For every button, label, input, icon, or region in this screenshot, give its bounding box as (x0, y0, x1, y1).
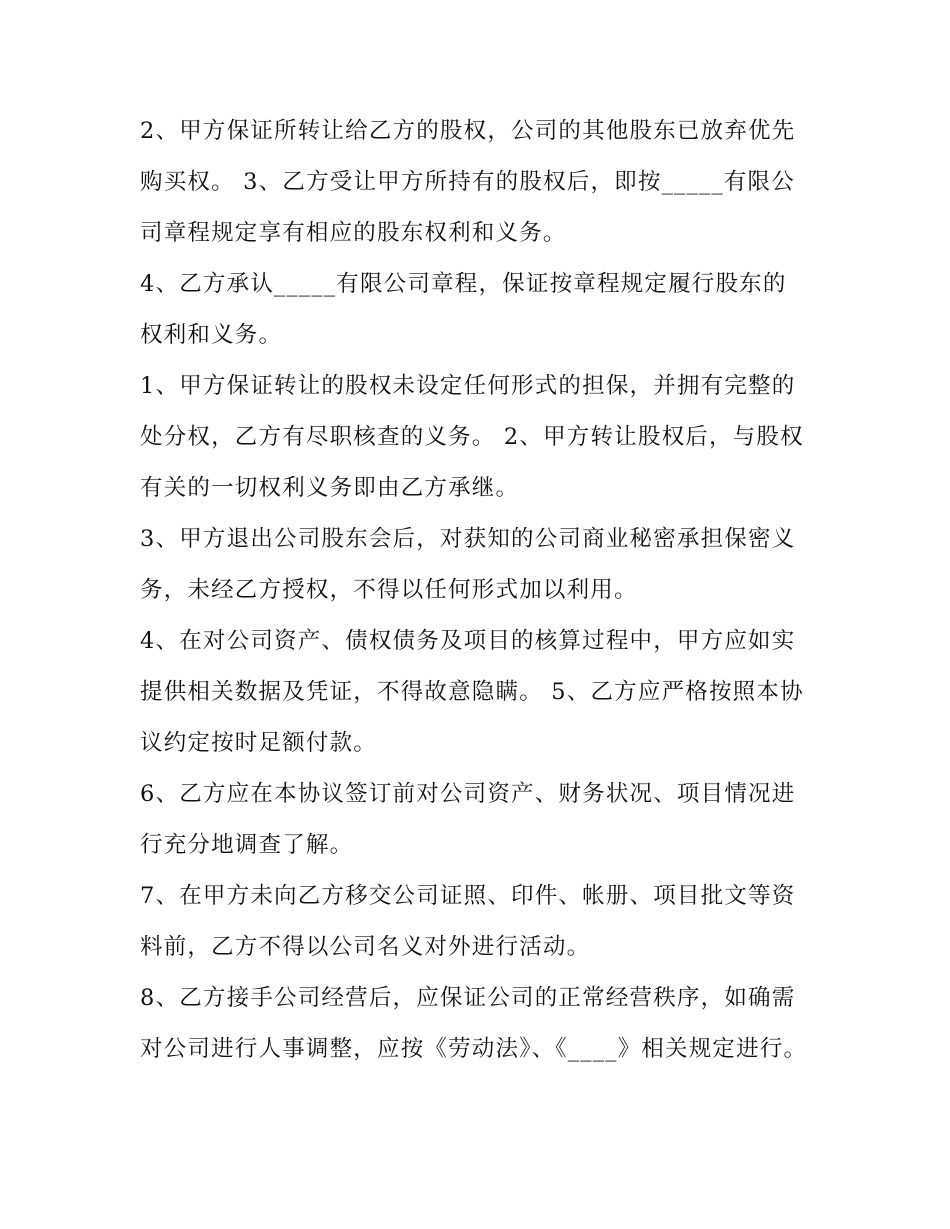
clause-paragraph: 4、乙方承认_____有限公司章程，保证按章程规定履行股东的权利和义务。 (140, 271, 787, 348)
clause-paragraph: 2、甲方保证所转让给乙方的股权，公司的其他股东已放弃优先购买权。 3、乙方受让甲方所持有的股权后，即按_____有限公司章程规定享有相应的股东权利和义务。 (140, 118, 796, 246)
clause-paragraph: 1、甲方保证转让的股权未设定任何形式的担保，并拥有完整的处分权，乙方有尽职核查的义务。 2、甲方转让股权后，与股权有关的一切权利义务即由乙方承继。 (140, 373, 804, 501)
document-body (140, 106, 810, 1075)
clause-paragraph: 6、乙方应在本协议签订前对公司资产、财务状况、项目情况进行充分地调查了解。 (140, 781, 796, 858)
clause-paragraph: 8、乙方接手公司经营后，应保证公司的正常经营秩序，如确需对公司进行人事调整，应按《劳动法》、《____》相关规定进行。 (140, 985, 808, 1062)
clause-paragraph: 4、在对公司资产、债权债务及项目的核算过程中，甲方应如实提供相关数据及凭证，不得故意隐瞒。 5、乙方应严格按照本协议约定按时足额付款。 (140, 628, 804, 756)
clause-paragraph: 3、甲方退出公司股东会后，对获知的公司商业秘密承担保密义务，未经乙方授权，不得以任何形式加以利用。 (140, 526, 796, 603)
clause-paragraph: 7、在甲方未向乙方移交公司证照、印件、帐册、项目批文等资料前，乙方不得以公司名义对外进行活动。 (140, 883, 796, 960)
